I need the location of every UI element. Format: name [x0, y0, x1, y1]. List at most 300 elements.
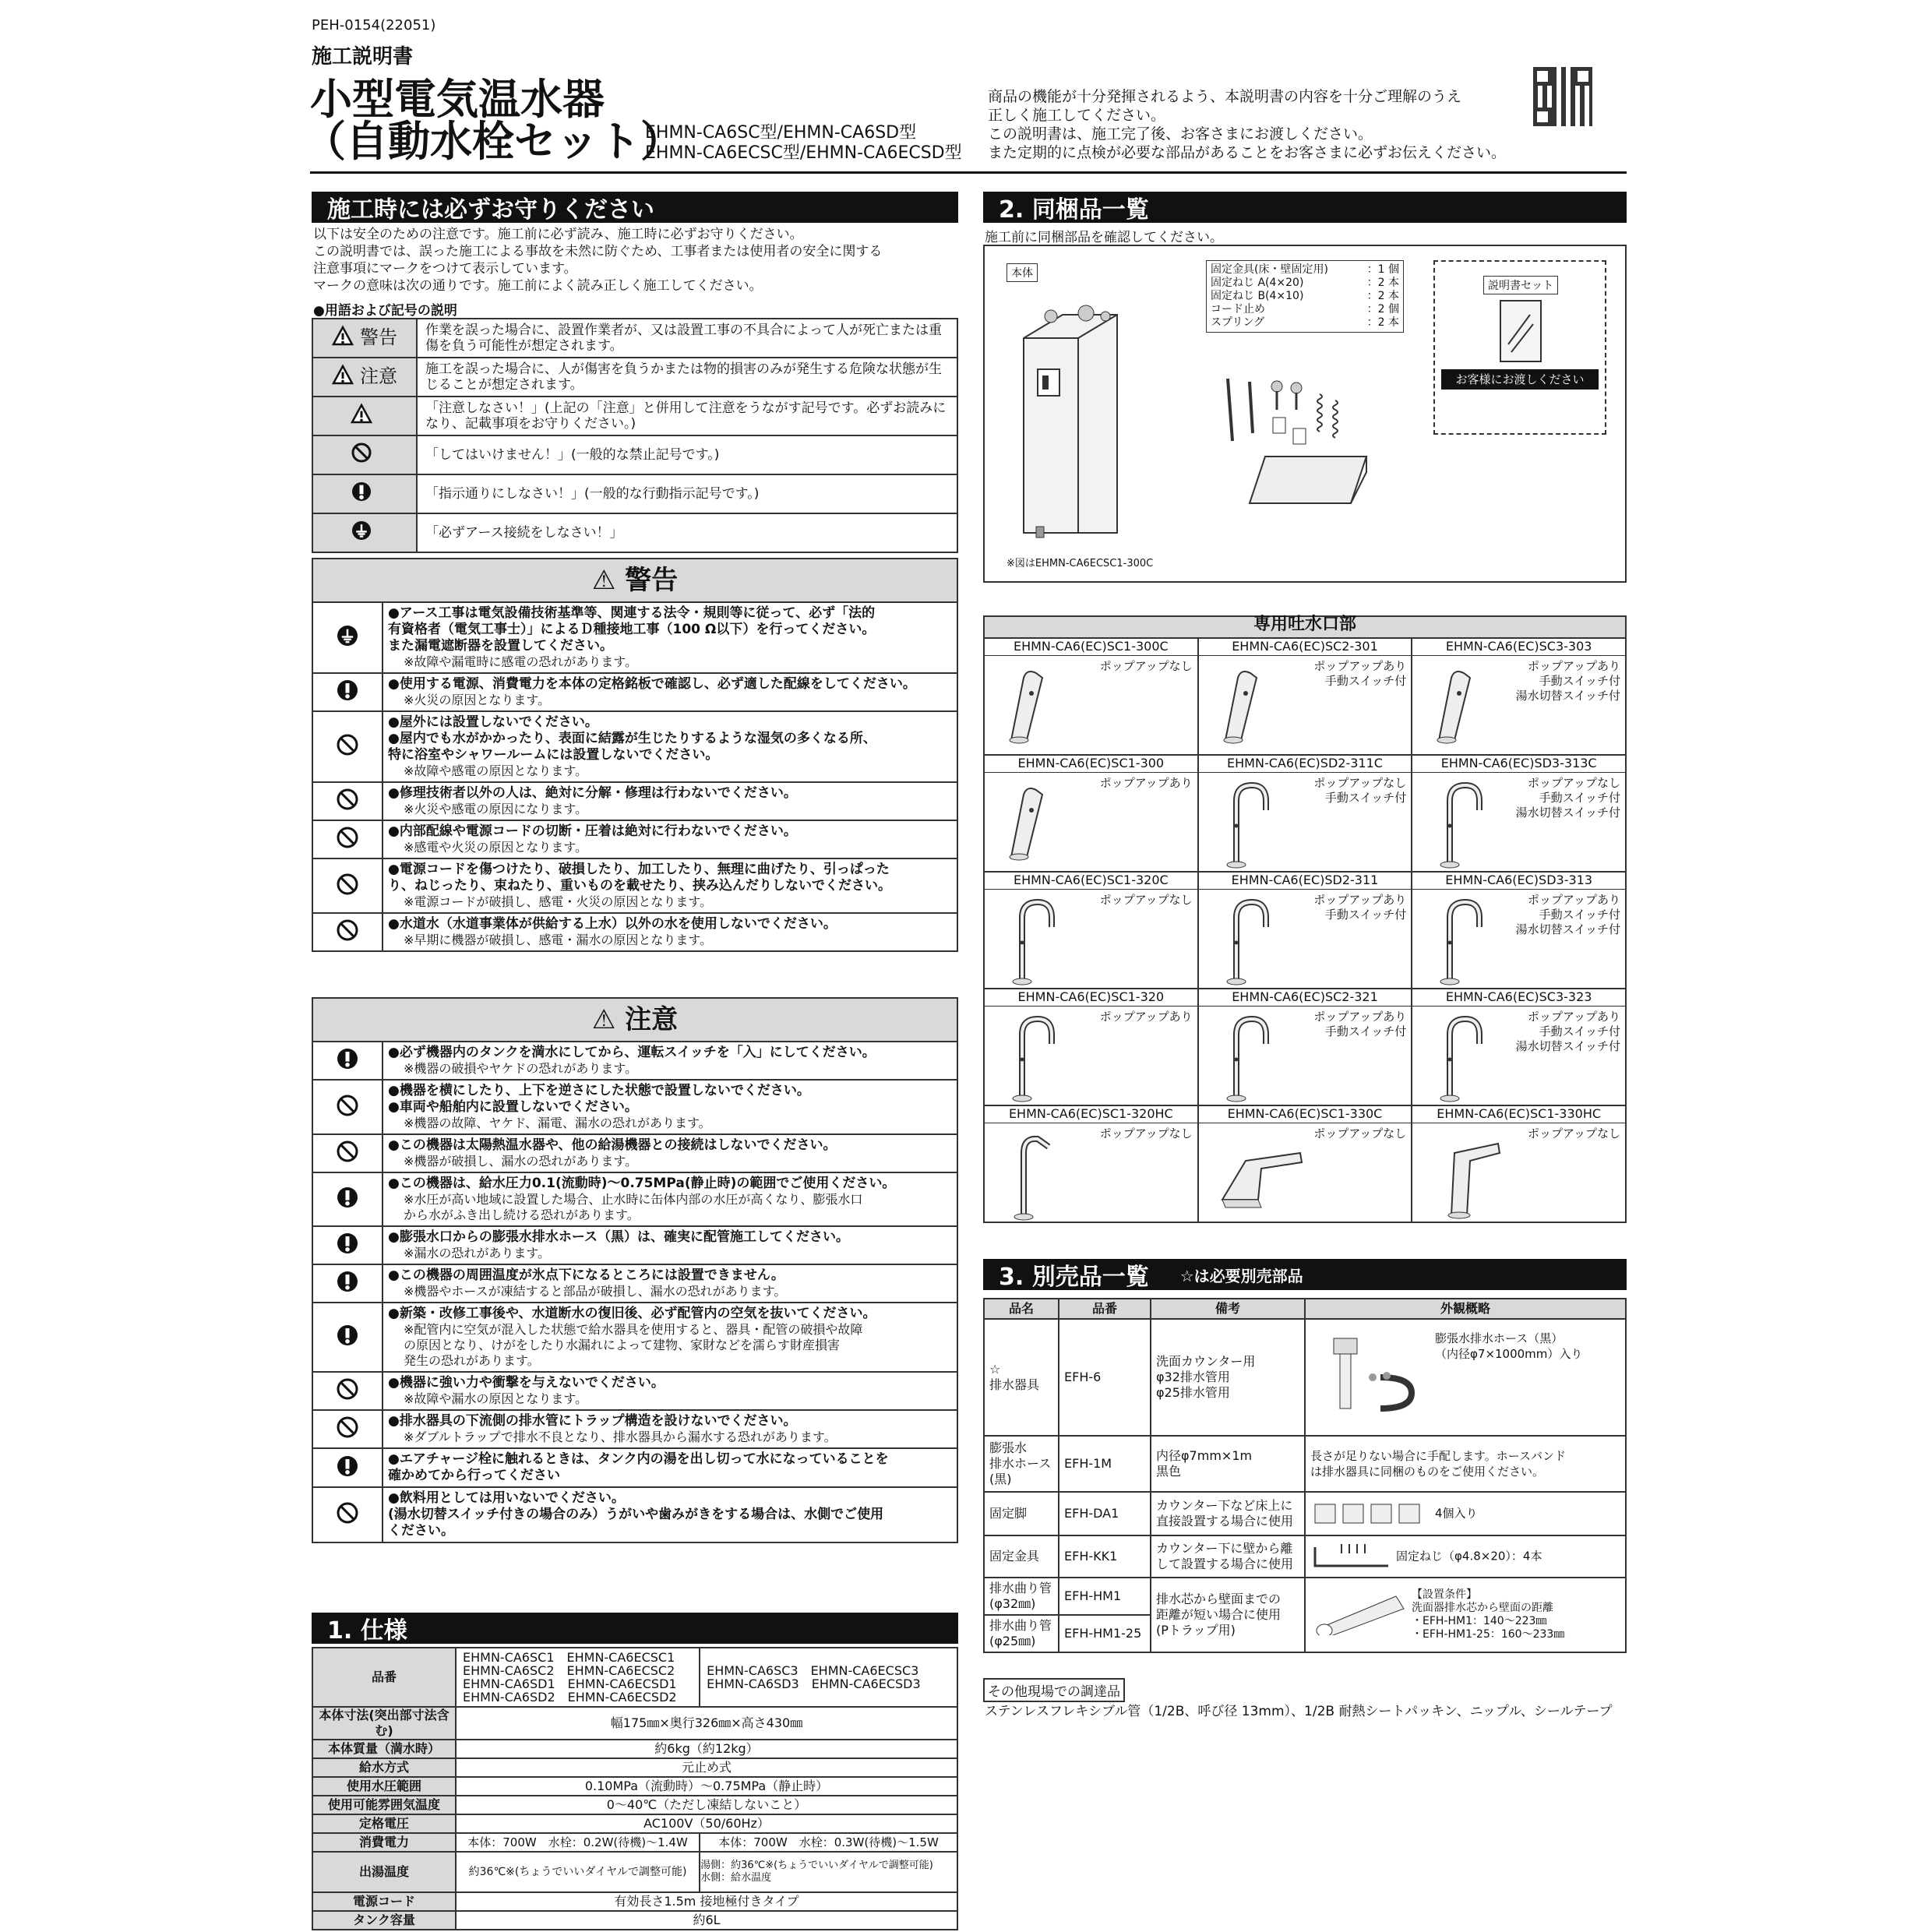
option-name: 排水曲り管 (φ32㎜) — [984, 1578, 1059, 1615]
mandatory-icon — [336, 679, 359, 702]
faucet-cell — [1412, 755, 1626, 872]
options-row — [984, 1436, 1626, 1492]
faucet-model: EHMN-CA6(EC)SC1-320C — [985, 873, 1197, 890]
spec-value: 約6L — [456, 1911, 957, 1930]
spec-temp-b1: 湯側：約36℃※(ちょうでいいダイヤルで調整可能) — [700, 1860, 933, 1871]
model-name: EHMN-CA6SD2 EHMN-CA6ECSD2 — [463, 1690, 677, 1705]
symbol-cell — [312, 397, 417, 435]
faucet-feature: ポップアップあり — [1313, 659, 1407, 673]
spec-row — [312, 1814, 957, 1833]
models-line-1: EHMN-CA6SC型/EHMN-CA6SD型 — [645, 123, 917, 143]
cautionTable-icon-cell — [312, 1410, 383, 1448]
option-name: 固定金具 — [984, 1535, 1059, 1578]
item-note: の原因となり、けがをしたり水漏れによって建物、家財などを濡らす財産損害 — [404, 1338, 841, 1352]
warnTable-text-cell — [383, 858, 957, 913]
option-note: 内径φ7mm×1m 黒色 — [1151, 1436, 1305, 1492]
spec-row — [312, 1707, 957, 1740]
prohibited-icon — [351, 442, 374, 465]
symbol-row — [312, 474, 957, 513]
cautionTable-row — [312, 1448, 957, 1487]
faucet-row — [984, 638, 1626, 755]
option-name: 排水曲り管 (φ25㎜) — [984, 1615, 1059, 1652]
model-name: EHMN-CA6SD3 EHMN-CA6ECSD3 — [707, 1676, 921, 1691]
faucet-feature: ポップアップあり — [1313, 1010, 1407, 1024]
warnTable-text-cell — [383, 602, 957, 673]
part-name: 固定金具(床・壁固定用) — [1211, 263, 1328, 276]
symbol-label: 警告 — [360, 326, 397, 348]
warnTable-icon-cell — [312, 858, 383, 913]
item-note: ※火災や感電の原因になります。 — [404, 802, 588, 816]
item-text: ●修理技術者以外の人は、絶対に分解・修理は行わないでください。 — [388, 785, 797, 801]
faucet-illustration — [1428, 896, 1529, 989]
options-title-text: 3. 別売品一覧 — [999, 1264, 1149, 1291]
cautionTable-row — [312, 1264, 957, 1303]
parts-list-item — [1211, 303, 1399, 316]
cautionTable-icon-cell — [312, 1134, 383, 1172]
option-note: カウンター下に壁から離 して設置する場合に使用 — [1151, 1535, 1305, 1578]
faucet-feature: 湯水切替スイッチ付 — [1515, 689, 1620, 703]
faucet-model: EHMN-CA6(EC)SC2-301 — [1199, 639, 1412, 656]
warnTable-row — [312, 858, 957, 913]
bracket-illustration — [1310, 1541, 1396, 1572]
symbol-desc: 施工を誤った場合に、人が傷害を負うかまたは物的損害のみが発生する危険な状態が生じることが想定されます。 — [417, 358, 957, 397]
spec-value: 0.10MPa（流動時）～0.75MPa（静止時） — [456, 1777, 957, 1796]
item-text: ●飲料用としては用いないでください。 — [388, 1490, 625, 1506]
cautionTable-row — [312, 1410, 957, 1448]
spec-row — [312, 1796, 957, 1814]
faucet-cell — [1198, 1105, 1412, 1222]
symbol-row — [312, 435, 957, 474]
item-text: 有資格者（電気工事士）」によるＤ種接地工事（100 Ω以下）を行ってください。 — [388, 622, 876, 637]
symbol-desc: 「注意しなさい！」(上記の「注意」と併用して注意をうながす記号です。必ずお読みになり、記載事項をお守りください。) — [417, 397, 957, 435]
warnTable-icon-cell — [312, 602, 383, 673]
warning-triangle-icon — [351, 403, 374, 426]
options-row — [984, 1578, 1626, 1615]
symbol-row — [312, 319, 957, 358]
spec-row — [312, 1892, 957, 1911]
prohibited-icon — [336, 873, 359, 896]
item-text: ●新築・改修工事後や、水道断水の復旧後、必ず配管内の空気を抜いてください。 — [388, 1306, 876, 1321]
body-label: 本体 — [1007, 263, 1038, 282]
faucet-cell — [984, 1105, 1198, 1222]
warning-triangle-icon — [332, 325, 355, 348]
faucet-feature: ポップアップなし — [1313, 1126, 1407, 1141]
safety-intro-line: マークの意味は次の通りです。施工前によく読み正しく施工してください。 — [313, 278, 763, 294]
safety-title: 施工時には必ずお守りください — [312, 192, 958, 223]
cautionTable-text-cell — [383, 1410, 957, 1448]
option-note: 洗面カウンター用 φ32排水管用 φ25排水管用 — [1151, 1319, 1305, 1436]
item-note: ※機器やホースが凍結すると部品が破損し、漏水の恐れがあります。 — [404, 1284, 787, 1299]
option-fig-text: 固定ねじ（φ4.8×20）：4本 — [1396, 1549, 1542, 1564]
intro-line: 正しく施工してください。 — [988, 107, 1166, 124]
accessories-illustration — [1218, 371, 1398, 527]
faucet-model: EHMN-CA6(EC)SD3-313 — [1412, 873, 1625, 890]
item-note: ※故障や漏水の原因となります。 — [404, 1391, 588, 1406]
faucet-illustration — [1215, 1130, 1316, 1223]
option-code: EFH-6 — [1059, 1319, 1151, 1436]
header-rule — [310, 171, 1627, 174]
faucet-feature: ポップアップなし — [1099, 1126, 1193, 1141]
parts-list-item — [1211, 263, 1399, 277]
options-row — [984, 1492, 1626, 1535]
faucet-cell — [984, 755, 1198, 872]
item-note: ※機器の故障、ヤケド、漏電、漏水の恐れがあります。 — [404, 1116, 711, 1130]
warning-triangle-icon — [332, 364, 355, 387]
symbol-desc: 「してはいけません！」(一般的な禁止記号です。) — [417, 435, 957, 474]
warnTable-row — [312, 673, 957, 711]
doc-code: PEH-0154(22051) — [312, 17, 436, 33]
legs-illustration — [1310, 1498, 1435, 1529]
part-qty: ：2 個 — [1366, 303, 1399, 316]
faucet-feature: ポップアップあり — [1099, 776, 1193, 790]
warnTable-row — [312, 711, 957, 782]
faucet-illustration — [1000, 1130, 1102, 1223]
symbol-table — [312, 318, 958, 553]
cautionTable-text-cell — [383, 1264, 957, 1303]
spec-title: 1. 仕様 — [312, 1613, 958, 1644]
faucet-feature: ポップアップなし — [1099, 659, 1193, 673]
symbol-desc: 「指示通りにしなさい！」(一般的な行動指示記号です。) — [417, 474, 957, 513]
item-note: ※機器が破損し、漏水の恐れがあります。 — [404, 1154, 638, 1169]
warnTable-row — [312, 602, 957, 673]
option-code: EFH-DA1 — [1059, 1492, 1151, 1535]
cautionTable-text-cell — [383, 1448, 957, 1487]
option-code: EFH-KK1 — [1059, 1535, 1151, 1578]
parts-list-item — [1211, 316, 1399, 330]
warnTable-row — [312, 782, 957, 820]
intro-line: この説明書は、施工完了後、お客さまにお渡しください。 — [988, 125, 1373, 143]
other-title: その他現場での調達品 — [983, 1678, 1125, 1702]
parts-box — [983, 245, 1627, 583]
item-text: ●使用する電源、消費電力を本体の定格銘板で確認し、必ず適した配線をしてください。 — [388, 676, 916, 692]
faucet-model: EHMN-CA6(EC)SC1-320 — [985, 989, 1197, 1007]
mandatory-icon — [336, 1324, 359, 1347]
item-note: ※早期に機器が破損し、感電・漏水の原因となります。 — [404, 933, 713, 947]
cautionTable-row — [312, 1042, 957, 1080]
cautionTable-text-cell — [383, 1303, 957, 1372]
part-name: 固定ねじ A(4×20) — [1211, 277, 1304, 289]
option-fig — [1305, 1319, 1626, 1436]
warnTable-text-cell — [383, 711, 957, 782]
model-name: EHMN-CA6SC2 EHMN-CA6ECSC2 — [463, 1663, 675, 1678]
part-qty: ：1 個 — [1366, 263, 1399, 276]
parts-list-item — [1211, 290, 1399, 303]
faucet-cell — [984, 638, 1198, 755]
spec-value: 有効長さ1.5m 接地極付きタイプ — [456, 1892, 957, 1911]
item-text: ●水道水（水道事業体が供給する上水）以外の水を使用しないでください。 — [388, 916, 837, 932]
parts-intro: 施工前に同梱部品を確認してください。 — [985, 230, 1223, 245]
item-text: ●内部配線や電源コードの切断・圧着は絶対に行わないでください。 — [388, 823, 797, 839]
spec-table — [312, 1647, 958, 1930]
item-note: 発生の恐れがあります。 — [404, 1353, 540, 1368]
faucet-model: EHMN-CA6(EC)SD2-311C — [1199, 756, 1412, 773]
options-header: 外観概略 — [1305, 1299, 1626, 1319]
symbol-desc: 作業を誤った場合に、設置作業者が、又は設置工事の不具合によって人が死亡または重傷を負う可能性が想定されます。 — [417, 319, 957, 358]
spec-row — [312, 1758, 957, 1777]
option-code: EFH-1M — [1059, 1436, 1151, 1492]
ground-icon — [351, 520, 374, 543]
option-fig — [1305, 1535, 1626, 1578]
cautionTable-row — [312, 1487, 957, 1542]
faucet-cell — [984, 872, 1198, 989]
item-text: ●この機器の周囲温度が氷点下になるところには設置できません。 — [388, 1267, 784, 1283]
faucet-feature: 手動スイッチ付 — [1539, 674, 1620, 688]
prohibited-icon — [336, 788, 359, 811]
prohibited-icon — [336, 1094, 359, 1117]
faucet-feature: 手動スイッチ付 — [1324, 674, 1407, 688]
prohibited-icon — [336, 918, 359, 942]
spec-value: 約6kg（約12kg） — [456, 1740, 957, 1758]
ground-icon — [336, 624, 359, 647]
option-name: 固定脚 — [984, 1492, 1059, 1535]
faucet-illustration — [1000, 896, 1102, 989]
cautionTable-row — [312, 1372, 957, 1410]
item-text: り、ねじったり、束ねたり、重いものを載せたり、挟み込んだりしないでください。 — [388, 878, 891, 894]
warnTable-row — [312, 913, 957, 951]
page-title: 小型電気温水器 — [310, 75, 605, 124]
cautionTable-icon-cell — [312, 1303, 383, 1372]
spec-row — [312, 1740, 957, 1758]
cautionTable-row — [312, 1303, 957, 1372]
symbol-cell — [312, 319, 417, 358]
faucet-row — [984, 872, 1626, 989]
part-qty: ：2 本 — [1366, 277, 1399, 289]
options-header: 備考 — [1151, 1299, 1305, 1319]
manual-set-box — [1433, 260, 1606, 435]
item-note: ※水圧が高い地域に設置した場合、止水時に缶体内部の水圧が高くなり、膨張水口 — [404, 1192, 863, 1207]
model-name: EHMN-CA6SC1 EHMN-CA6ECSC1 — [463, 1650, 675, 1665]
symbol-cell — [312, 513, 417, 552]
options-table — [983, 1298, 1627, 1653]
drain-bend-illustration — [1310, 1588, 1412, 1635]
item-text: ●この機器は、給水圧力0.1(流動時)～0.75MPa(静止時)の範囲でご使用ください。 — [388, 1176, 896, 1191]
symbol-row — [312, 513, 957, 552]
item-text: ●車両や船舶内に設置しないでください。 — [388, 1099, 638, 1115]
symbol-cell — [312, 358, 417, 397]
item-text: ●排水器具の下流側の排水管にトラップ構造を設けないでください。 — [388, 1413, 797, 1429]
terms-title: ●用語および記号の説明 — [313, 303, 457, 319]
faucet-model: EHMN-CA6(EC)SC1-330C — [1199, 1106, 1412, 1123]
cautionTable-text-cell — [383, 1172, 957, 1226]
manual-bag-illustration — [1497, 298, 1544, 365]
faucet-cell — [1198, 638, 1412, 755]
parts-list — [1206, 260, 1404, 333]
item-text: ●エアチャージ栓に触れるときは、タンク内の湯を出し切って水になっていることを — [388, 1451, 889, 1467]
cautionTable-icon-cell — [312, 1264, 383, 1303]
faucet-row — [984, 1105, 1626, 1222]
cautionTable-text-cell — [383, 1080, 957, 1134]
spec-models-b — [700, 1648, 957, 1707]
options-header: 品名 — [984, 1299, 1059, 1319]
faucet-model: EHMN-CA6(EC)SC1-320HC — [985, 1106, 1197, 1123]
symbol-row — [312, 358, 957, 397]
spec-value: AC100V（50/60Hz） — [456, 1814, 957, 1833]
symbol-desc: 「必ずアース接続をしなさい！」 — [417, 513, 957, 552]
options-row — [984, 1535, 1626, 1578]
cautionTable-text-cell — [383, 1134, 957, 1172]
option-fig — [1305, 1492, 1626, 1535]
faucet-feature: ポップアップなし — [1099, 893, 1193, 907]
parts-list-item — [1211, 277, 1399, 290]
item-text: ●機器に強い力や衝撃を与えないでください。 — [388, 1375, 665, 1391]
spec-row — [312, 1777, 957, 1796]
mandatory-icon — [336, 1047, 359, 1070]
faucet-row — [984, 989, 1626, 1105]
spec-key: 給水方式 — [312, 1758, 456, 1777]
manual-note: お客様にお渡しください — [1441, 369, 1599, 390]
faucet-feature: ポップアップなし — [1313, 776, 1407, 790]
item-note: ※火災の原因となります。 — [404, 693, 551, 707]
cautionTable-text-cell — [383, 1372, 957, 1410]
option-fig-text: 長さが足りない場合に手配します。ホースバンド は排水器具に同梱のものをご使用ください。 — [1310, 1449, 1567, 1479]
faucet-cell — [1198, 755, 1412, 872]
intro-text — [988, 87, 1506, 162]
manual-label: 説明書セット — [1483, 276, 1558, 294]
cautionTable-row — [312, 1172, 957, 1226]
cautionTable-row — [312, 1080, 957, 1134]
faucet-feature: ポップアップあり — [1528, 1010, 1620, 1024]
faucet-feature: 手動スイッチ付 — [1324, 1024, 1407, 1038]
drain-fitting-illustration — [1310, 1331, 1435, 1424]
faucet-model: EHMN-CA6(EC)SC1-300C — [985, 639, 1197, 656]
symbol-row — [312, 397, 957, 435]
item-note: ※配管内に空気が混入した状態で給水器具を使用すると、器具・配管の破損や故障 — [404, 1322, 863, 1337]
warnTable-icon-cell — [312, 782, 383, 820]
spec-power-b: 本体：700W 水栓：0.3W(待機)～1.5W — [700, 1833, 957, 1852]
item-note: ※故障や感電の原因となります。 — [404, 763, 588, 778]
cautionTable-text-cell — [383, 1487, 957, 1542]
models-line-2: EHMN-CA6ECSC型/EHMN-CA6ECSD型 — [645, 143, 962, 163]
spec-temp-a: 約36℃※(ちょうでいいダイヤルで調整可能) — [456, 1852, 700, 1892]
mandatory-icon — [351, 481, 374, 504]
warnTable-icon-cell — [312, 913, 383, 951]
faucet-cell — [984, 989, 1198, 1105]
faucet-illustration — [1215, 662, 1316, 756]
faucet-feature: 手動スイッチ付 — [1539, 791, 1620, 805]
item-text: ●屋外には設置しないでください。 — [388, 714, 598, 730]
warnTable-text-cell — [383, 782, 957, 820]
model-name: EHMN-CA6SD1 EHMN-CA6ECSD1 — [463, 1676, 677, 1691]
page-subtitle: （自動水栓セット） — [304, 117, 682, 166]
faucet-feature: 手動スイッチ付 — [1324, 908, 1407, 922]
item-text: ください。 — [388, 1523, 454, 1539]
faucet-feature: ポップアップあり — [1099, 1010, 1193, 1024]
option-fig — [1305, 1578, 1626, 1652]
water-heater-illustration — [1008, 284, 1125, 541]
mandatory-icon — [336, 1232, 359, 1255]
intro-line: 商品の機能が十分発揮されるよう、本説明書の内容を十分ご理解のうえ — [988, 88, 1462, 105]
option-fig-text: 4個入り — [1435, 1506, 1478, 1521]
options-row — [984, 1319, 1626, 1436]
safety-intro — [313, 226, 882, 294]
faucet-row — [984, 755, 1626, 872]
option-code: EFH-HM1-25 — [1059, 1615, 1151, 1652]
part-name: スプリング — [1211, 316, 1265, 329]
item-note: ※漏水の恐れがあります。 — [404, 1246, 551, 1260]
options-subtitle: ☆は必要別売部品 — [1179, 1266, 1303, 1285]
qr-code — [1533, 67, 1592, 126]
spec-key: タンク容量 — [312, 1911, 456, 1930]
warnTable-text-cell — [383, 673, 957, 711]
faucet-cell — [1198, 989, 1412, 1105]
faucet-feature: ポップアップあり — [1313, 893, 1407, 907]
faucet-feature: ポップアップあり — [1528, 659, 1620, 673]
cautionTable-icon-cell — [312, 1042, 383, 1080]
part-qty: ：2 本 — [1366, 316, 1399, 329]
caution-table — [312, 997, 958, 1543]
item-text: ●電源コードを傷つけたり、破損したり、加工したり、無理に曲げたり、引っぱった — [388, 862, 890, 877]
spec-key: 品番 — [312, 1648, 456, 1707]
options-header: 品番 — [1059, 1299, 1151, 1319]
spec-key: 電源コード — [312, 1892, 456, 1911]
faucet-cell — [1412, 638, 1626, 755]
faucet-feature: 湯水切替スイッチ付 — [1515, 922, 1620, 936]
faucet-feature: ポップアップなし — [1528, 1126, 1620, 1141]
warnTable-heading: ⚠ 警告 — [312, 559, 957, 602]
prohibited-icon — [336, 826, 359, 849]
faucet-cell — [1412, 1105, 1626, 1222]
item-text: 確かめてから行ってください — [388, 1468, 560, 1483]
spec-power-a: 本体：700W 水栓：0.2W(待機)～1.4W — [456, 1833, 700, 1852]
option-fig — [1305, 1436, 1626, 1492]
faucet-model: EHMN-CA6(EC)SC3-303 — [1412, 639, 1625, 656]
faucet-feature: 手動スイッチ付 — [1539, 1024, 1620, 1038]
faucet-cell — [1198, 872, 1412, 989]
faucet-illustration — [1215, 1013, 1316, 1106]
parts-title: 2. 同梱品一覧 — [983, 192, 1627, 223]
part-name: コード止め — [1211, 303, 1265, 316]
faucet-illustration — [1000, 779, 1102, 873]
faucet-feature: 手動スイッチ付 — [1539, 908, 1620, 922]
item-note: ※感電や火災の原因となります。 — [404, 840, 588, 855]
item-text: ●アース工事は電気設備技術基準等、関連する法令・規則等に従って、必ず「法的 — [388, 605, 876, 621]
prohibited-icon — [336, 1416, 359, 1439]
item-note: ※電源コードが破損し、感電・火災の原因となります。 — [404, 894, 713, 909]
warnTable-text-cell — [383, 820, 957, 858]
spec-models-a — [456, 1648, 700, 1707]
warnTable-text-cell — [383, 913, 957, 951]
symbol-cell — [312, 474, 417, 513]
option-note: カウンター下など床上に 直接設置する場合に使用 — [1151, 1492, 1305, 1535]
cautionTable-icon-cell — [312, 1372, 383, 1410]
spec-value: 幅175㎜×奥行326㎜×高さ430㎜ — [456, 1707, 957, 1740]
faucet-illustration — [1428, 779, 1529, 873]
faucet-model: EHMN-CA6(EC)SC2-321 — [1199, 989, 1412, 1007]
safety-intro-line: 以下は安全のための注意です。施工前に必ず読み、施工時に必ずお守りください。 — [313, 227, 803, 242]
warnTable-row — [312, 820, 957, 858]
warnTable-icon-cell — [312, 673, 383, 711]
faucet-cell — [1412, 989, 1626, 1105]
faucet-illustration — [1215, 896, 1316, 989]
item-text: ●屋内でも水がかかったり、表面に結露が生じたりするような湿気の多くなる所、 — [388, 731, 876, 746]
spec-key: 使用水圧範囲 — [312, 1777, 456, 1796]
symbol-cell — [312, 435, 417, 474]
warnTable-icon-cell — [312, 711, 383, 782]
prohibited-icon — [336, 1377, 359, 1401]
item-text: また漏電遮断器を設置してください。 — [388, 638, 613, 654]
faucet-illustration — [1000, 1013, 1102, 1106]
cautionTable-row — [312, 1134, 957, 1172]
cautionTable-icon-cell — [312, 1448, 383, 1487]
cautionTable-heading: ⚠ 注意 — [312, 998, 957, 1042]
spec-key: 出湯温度 — [312, 1852, 456, 1892]
cautionTable-icon-cell — [312, 1226, 383, 1264]
spec-value: 0～40℃（ただし凍結しないこと） — [456, 1796, 957, 1814]
spec-row — [312, 1911, 957, 1930]
spec-key: 本体質量（満水時） — [312, 1740, 456, 1758]
model-name: EHMN-CA6SC3 EHMN-CA6ECSC3 — [707, 1663, 919, 1678]
safety-intro-line: 注意事項にマークをつけて表示しています。 — [313, 261, 577, 277]
